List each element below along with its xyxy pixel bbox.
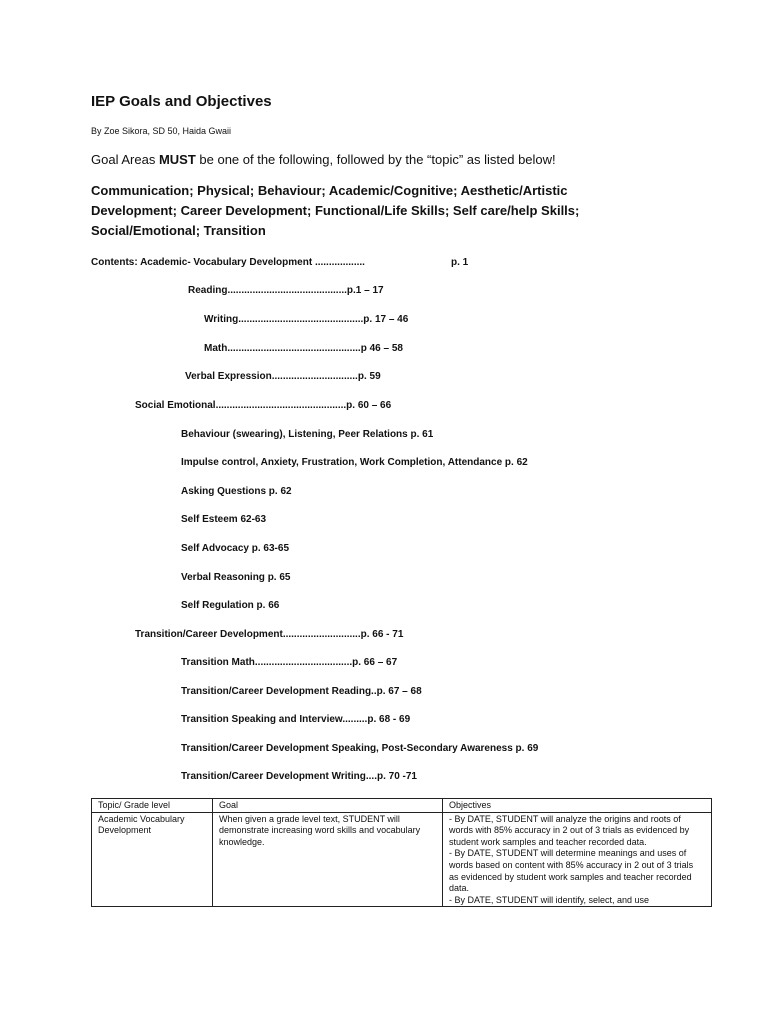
toc-transition-speaking: Transition Speaking and Interview.........p. 68 - 69 [181,714,411,725]
toc-self-advocacy: Self Advocacy p. 63-65 [181,543,290,554]
toc-transition-postsecondary: Transition/Career Development Speaking, Post-Secondary Awareness p. 69 [181,743,539,754]
toc-transition-writing: Transition/Career Development Writing....p. 70 -71 [181,771,417,782]
document-title: IEP Goals and Objectives [91,93,272,110]
cell-goal: When given a grade level text, STUDENT will demonstrate increasing word skills and vocabulary knowledge. [213,812,443,907]
table-header-row [92,799,712,813]
toc-reading: Reading...........................................p.1 – 17 [188,285,384,296]
author-line: By Zoe Sikora, SD 50, Haida Gwaii [91,126,232,136]
objective-item: - By DATE, STUDENT will determine meanings and uses of words based on content with 85% accuracy in 2 out of 3 trials as evidenced by student work samples and teacher recorded data. [449,848,694,894]
toc-transition-math: Transition Math...................................p. 66 – 67 [181,657,398,668]
cell-topic: Academic Vocabulary Development [92,812,213,907]
toc-verbal-expression: Verbal Expression...............................p. 59 [185,371,381,382]
toc-writing: Writing.............................................p. 17 – 46 [204,314,409,325]
toc-transition-career: Transition/Career Development............................p. 66 - 71 [135,629,404,640]
intro-after: be one of the following, followed by the “topic” as listed below! [195,152,556,167]
header-goal: Goal [213,799,443,813]
intro-before: Goal Areas [91,152,159,167]
goal-areas-list: Communication; Physical; Behaviour; Academic/Cognitive; Aesthetic/Artistic Development; Career Development; Functional/Life Skills; Self care/help Skills; Social/Emotional; Transition [91,183,580,238]
toc-social-emotional: Social Emotional...............................................p. 60 – 66 [135,400,392,411]
toc-math: Math................................................p 46 – 58 [204,343,403,354]
objective-item: - By DATE, STUDENT will identify, select, and use [449,894,650,905]
intro-emphasis: MUST [158,152,196,167]
goal-areas-intro [91,152,556,167]
toc-asking-questions: Asking Questions p. 62 [181,486,292,497]
toc-behaviour: Behaviour (swearing), Listening, Peer Relations p. 61 [181,429,434,440]
toc-verbal-reasoning: Verbal Reasoning p. 65 [181,572,291,583]
toc-transition-reading: Transition/Career Development Reading..p. 67 – 68 [181,686,422,697]
goals-table [91,798,712,907]
toc-self-regulation: Self Regulation p. 66 [181,600,280,611]
cell-objectives [443,812,712,907]
table-row [92,812,712,907]
toc-impulse-control: Impulse control, Anxiety, Frustration, Work Completion, Attendance p. 62 [181,457,528,468]
header-topic: Topic/ Grade level [92,799,213,813]
toc-contents-page: p. 1 [451,257,469,268]
objective-item: - By DATE, STUDENT will analyze the origins and roots of words with 85% accuracy in 2 out of 3 trials as evidenced by student work samples and teacher recorded data. [449,813,690,847]
header-objectives: Objectives [443,799,712,813]
toc-self-esteem: Self Esteem 62-63 [181,514,267,525]
toc-contents-label: Contents: Academic- Vocabulary Development .................. [91,257,365,268]
